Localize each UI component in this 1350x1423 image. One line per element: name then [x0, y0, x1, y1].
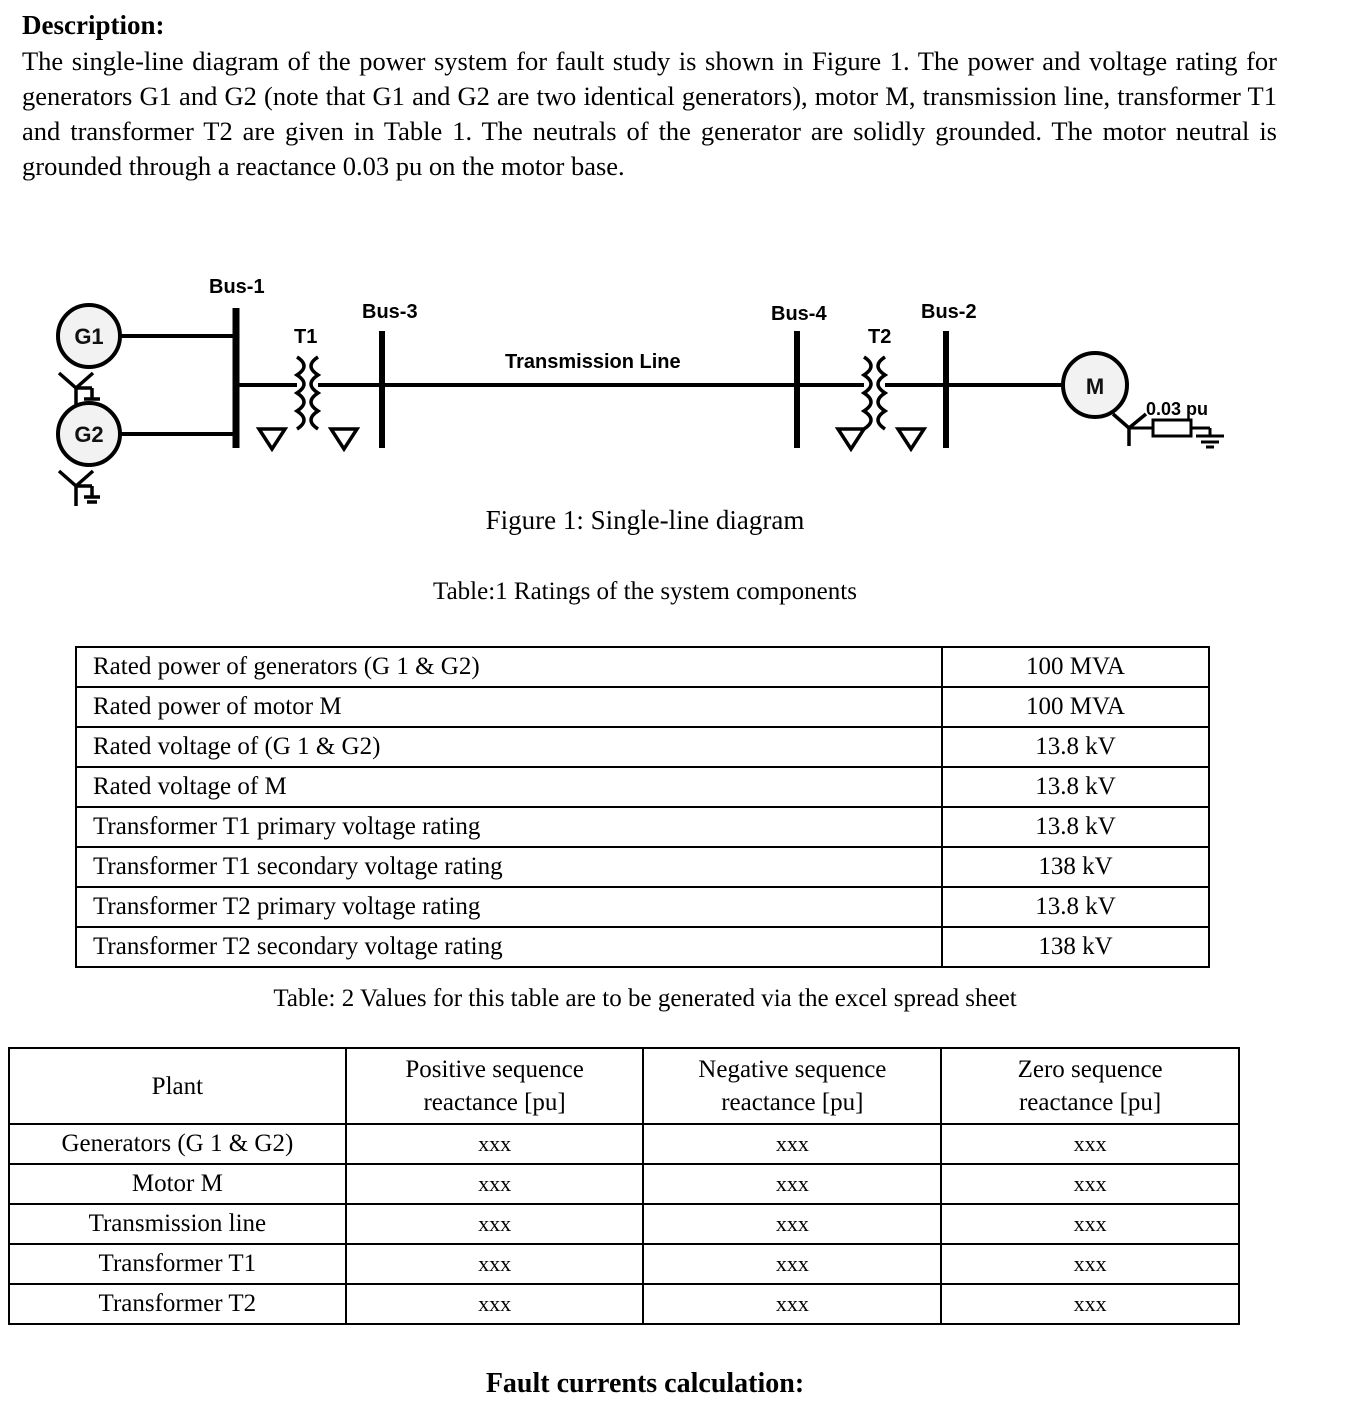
g2-ground-symbol	[59, 471, 100, 506]
negative-sequence-value: xxx	[643, 1164, 941, 1204]
table1-caption: Table:1 Ratings of the system components	[433, 578, 857, 605]
rating-parameter: Rated power of motor M	[76, 687, 942, 727]
bus2-label: Bus-2	[921, 301, 977, 323]
bus4-label: Bus-4	[771, 303, 827, 325]
ratings-table-body	[76, 647, 1209, 967]
grounding-reactance-label: 0.03 pu	[1146, 399, 1209, 419]
rating-parameter: Transformer T1 primary voltage rating	[76, 807, 942, 847]
table-row	[76, 927, 1209, 967]
t1-delta-secondary-icon	[331, 429, 357, 449]
table-row	[9, 1204, 1239, 1244]
motor-ground-icon	[1196, 428, 1224, 447]
table-row	[76, 847, 1209, 887]
generator-g1-text: G1	[74, 324, 104, 349]
transformer-t1-label: T1	[294, 326, 318, 348]
grounding-reactor-symbol	[1153, 420, 1191, 436]
single-line-diagram	[0, 258, 1350, 506]
t2-secondary-coil	[878, 357, 885, 429]
zero-sequence-value: xxx	[941, 1204, 1239, 1244]
rating-parameter: Transformer T2 secondary voltage rating	[76, 927, 942, 967]
column-header-zero-sequence	[941, 1048, 1239, 1124]
negative-sequence-value: xxx	[643, 1204, 941, 1244]
positive-sequence-value: xxx	[346, 1244, 644, 1284]
t2-delta-secondary-icon	[898, 429, 924, 449]
description-section	[22, 8, 1277, 184]
negative-sequence-value: xxx	[643, 1244, 941, 1284]
zero-sequence-value: xxx	[941, 1164, 1239, 1204]
table-row	[76, 727, 1209, 767]
reactance-table-head	[9, 1048, 1239, 1124]
plant-name: Motor M	[9, 1164, 346, 1204]
column-header-negative-sequence	[643, 1048, 941, 1124]
table-row	[76, 687, 1209, 727]
positive-sequence-value: xxx	[346, 1124, 644, 1164]
header-line-2: reactance [pu]	[721, 1089, 864, 1116]
ratings-table	[75, 646, 1210, 968]
rating-parameter: Rated voltage of (G 1 & G2)	[76, 727, 942, 767]
t1-primary-coil	[297, 357, 304, 429]
figure-caption: Figure 1: Single-line diagram	[485, 505, 805, 535]
plant-name: Generators (G 1 & G2)	[9, 1124, 346, 1164]
table-row	[9, 1244, 1239, 1284]
bus3-label: Bus-3	[362, 301, 418, 323]
transformer-t2-label: T2	[868, 326, 892, 348]
motor-neutral-wye-symbol	[1113, 414, 1146, 446]
rating-parameter: Transformer T1 secondary voltage rating	[76, 847, 942, 887]
table-row	[76, 767, 1209, 807]
reactance-table	[8, 1047, 1240, 1325]
header-line-1: Zero sequence	[1017, 1056, 1163, 1083]
rating-value: 100 MVA	[942, 687, 1209, 727]
column-header-positive-sequence	[346, 1048, 644, 1124]
plant-name: Transformer T2	[9, 1284, 346, 1324]
negative-sequence-value: xxx	[643, 1284, 941, 1324]
table-row	[76, 807, 1209, 847]
t1-secondary-coil	[311, 357, 318, 429]
table2-caption: Table: 2 Values for this table are to be generated via the excel spread sheet	[273, 985, 1017, 1012]
reactance-table-body	[9, 1124, 1239, 1324]
description-heading: Description:	[22, 10, 165, 40]
rating-parameter: Transformer T2 primary voltage rating	[76, 887, 942, 927]
plant-name: Transmission line	[9, 1204, 346, 1244]
table-row	[76, 647, 1209, 687]
rating-parameter: Rated power of generators (G 1 & G2)	[76, 647, 942, 687]
t1-delta-primary-icon	[259, 429, 285, 449]
t2-delta-primary-icon	[838, 429, 864, 449]
plant-name: Transformer T1	[9, 1244, 346, 1284]
table-row	[9, 1124, 1239, 1164]
rating-parameter: Rated voltage of M	[76, 767, 942, 807]
header-line-1: Positive sequence	[405, 1056, 584, 1083]
transmission-line-label: Transmission Line	[505, 351, 681, 373]
zero-sequence-value: xxx	[941, 1124, 1239, 1164]
positive-sequence-value: xxx	[346, 1164, 644, 1204]
header-line-1: Plant	[151, 1072, 204, 1100]
zero-sequence-value: xxx	[941, 1244, 1239, 1284]
diagram-canvas	[0, 258, 1350, 506]
table-header-row	[9, 1048, 1239, 1124]
negative-sequence-value: xxx	[643, 1124, 941, 1164]
rating-value: 100 MVA	[942, 647, 1209, 687]
column-header-plant	[9, 1048, 346, 1124]
positive-sequence-value: xxx	[346, 1284, 644, 1324]
fault-currents-heading: Fault currents calculation:	[485, 1368, 805, 1399]
rating-value: 138 kV	[942, 927, 1209, 967]
header-line-2: reactance [pu]	[1018, 1089, 1162, 1116]
generator-g2-text: G2	[74, 422, 104, 447]
rating-value: 13.8 kV	[942, 727, 1209, 767]
table-row	[9, 1164, 1239, 1204]
rating-value: 13.8 kV	[942, 807, 1209, 847]
header-line-1: Negative sequence	[698, 1056, 887, 1083]
description-body: The single-line diagram of the power system for fault study is shown in Figure 1. The power and voltage rating for generators G1 and G2 (note that G1 and G2 are two identical generators), motor M, transmission line, transformer T1 and transformer T2 are given in Table 1. The neutrals of the generator are solidly grounded. The motor neutral is grounded through a reactance 0.03 pu on the motor base.	[22, 46, 1277, 181]
motor-text: M	[1085, 374, 1105, 399]
rating-value: 138 kV	[942, 847, 1209, 887]
bus1-label: Bus-1	[209, 276, 265, 298]
rating-value: 13.8 kV	[942, 887, 1209, 927]
rating-value: 13.8 kV	[942, 767, 1209, 807]
table-row	[9, 1284, 1239, 1324]
zero-sequence-value: xxx	[941, 1284, 1239, 1324]
header-line-2: reactance [pu]	[423, 1089, 566, 1116]
positive-sequence-value: xxx	[346, 1204, 644, 1244]
table-row	[76, 887, 1209, 927]
t2-primary-coil	[864, 357, 871, 429]
